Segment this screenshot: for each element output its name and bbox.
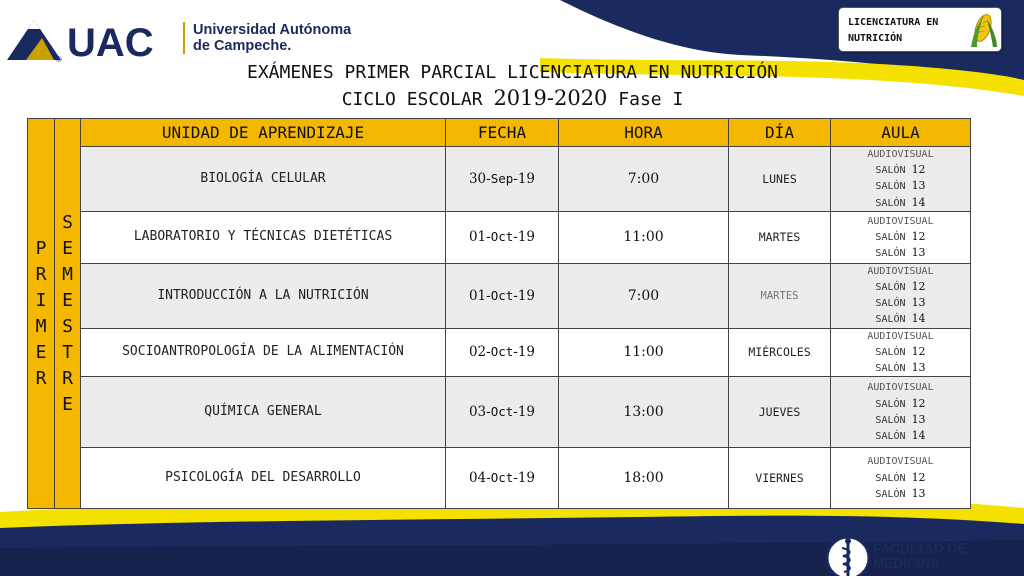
table-row bbox=[28, 147, 971, 212]
date-cell: 04-Oct-19 bbox=[446, 448, 559, 509]
header-hora: HORA bbox=[559, 119, 729, 147]
header-fecha: FECHA bbox=[446, 119, 559, 147]
day-cell: MIÉRCOLES bbox=[729, 328, 831, 377]
subject-cell: QUÍMICA GENERAL bbox=[81, 377, 446, 448]
date-cell: 01-Oct-19 bbox=[446, 211, 559, 263]
table-row bbox=[28, 377, 971, 448]
day-cell: VIERNES bbox=[729, 448, 831, 509]
day-cell: MARTES bbox=[729, 211, 831, 263]
table-row bbox=[28, 448, 971, 509]
room-cell: AUDIOVISUAL SALÓN 12 SALÓN 13 bbox=[831, 448, 971, 509]
date-cell: 01-Oct-19 bbox=[446, 263, 559, 328]
exam-schedule-table bbox=[27, 118, 971, 509]
time-cell: 18:00 bbox=[559, 448, 729, 509]
time-cell: 7:00 bbox=[559, 147, 729, 212]
subject-cell: SOCIOANTROPOLOGÍA DE LA ALIMENTACIÓN bbox=[81, 328, 446, 377]
header-aula: AULA bbox=[831, 119, 971, 147]
university-name: Universidad Autónoma de Campeche. bbox=[193, 22, 352, 54]
time-cell: 11:00 bbox=[559, 211, 729, 263]
svg-text:®: ® bbox=[56, 55, 62, 64]
subject-cell: INTRODUCCIÓN A LA NUTRICIÓN bbox=[81, 263, 446, 328]
date-cell: 02-Oct-19 bbox=[446, 328, 559, 377]
semester-label-semestre: SEMESTRE bbox=[55, 119, 81, 509]
subject-cell: LABORATORIO Y TÉCNICAS DIETÉTICAS bbox=[81, 211, 446, 263]
time-cell: 13:00 bbox=[559, 377, 729, 448]
corn-icon bbox=[963, 11, 1001, 49]
date-cell: 03-Oct-19 bbox=[446, 377, 559, 448]
room-cell: AUDIOVISUAL SALÓN 12 SALÓN 13 SALÓN 14 bbox=[831, 263, 971, 328]
room-cell: AUDIOVISUAL SALÓN 12 SALÓN 13 bbox=[831, 211, 971, 263]
uac-logo-text: UAC bbox=[67, 21, 154, 65]
time-cell: 7:00 bbox=[559, 263, 729, 328]
semester-label-primer: PRIMER bbox=[28, 119, 55, 509]
table-row bbox=[28, 263, 971, 328]
faculty-name: FACULTAD DE MEDICINA bbox=[873, 541, 967, 571]
subject-cell: BIOLOGÍA CELULAR bbox=[81, 147, 446, 212]
day-cell: MARTES bbox=[729, 263, 831, 328]
table-header-row bbox=[28, 119, 971, 147]
table-row bbox=[28, 211, 971, 263]
room-cell: AUDIOVISUAL SALÓN 12 SALÓN 13 bbox=[831, 328, 971, 377]
room-cell: AUDIOVISUAL SALÓN 12 SALÓN 13 SALÓN 14 bbox=[831, 147, 971, 212]
table-row bbox=[28, 328, 971, 377]
header-dia: DÍA bbox=[729, 119, 831, 147]
program-badge: LICENCIATURA EN NUTRICIÓN bbox=[838, 7, 1002, 52]
subject-cell: PSICOLOGÍA DEL DESARROLLO bbox=[81, 448, 446, 509]
header-unidad: UNIDAD DE APRENDIZAJE bbox=[81, 119, 446, 147]
day-cell: LUNES bbox=[729, 147, 831, 212]
page-title: EXÁMENES PRIMER PARCIAL LICENCIATURA EN NUTRICIÓN bbox=[246, 62, 778, 83]
date-cell: 30-Sep-19 bbox=[446, 147, 559, 212]
time-cell: 11:00 bbox=[559, 328, 729, 377]
page-subtitle: CICLO ESCOLAR 2019-2020 Fase I bbox=[341, 86, 684, 110]
day-cell: JUEVES bbox=[729, 377, 831, 448]
room-cell: AUDIOVISUAL SALÓN 12 SALÓN 13 SALÓN 14 bbox=[831, 377, 971, 448]
